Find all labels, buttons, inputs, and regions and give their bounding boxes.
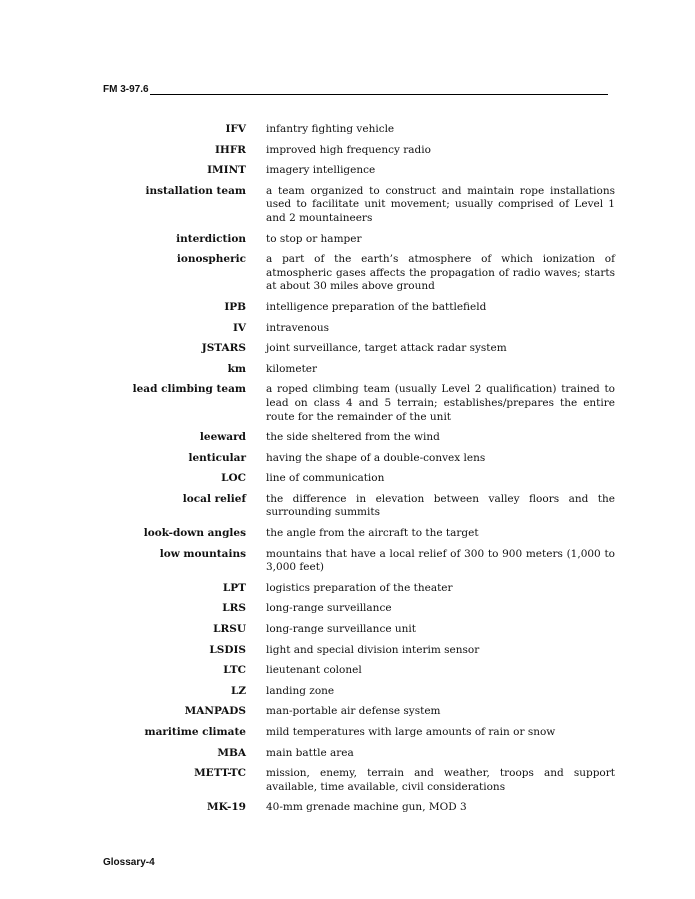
glossary-definition: the difference in elevation between valley floors and the surrounding summits [266, 492, 615, 519]
glossary-definition: joint surveillance, target attack radar system [266, 342, 507, 355]
glossary-entry [100, 123, 615, 137]
glossary-term: lead climbing team [132, 383, 246, 396]
glossary-term: MANPADS [184, 705, 246, 718]
glossary-definition: man-portable air defense system [266, 705, 441, 718]
glossary-entry [100, 602, 615, 616]
glossary-entry [100, 767, 615, 794]
glossary-term: LRS [222, 602, 246, 615]
glossary-definition: improved high frequency radio [266, 143, 431, 156]
glossary-term: look-down angles [143, 527, 246, 540]
glossary-definition: the angle from the aircraft to the target [266, 527, 479, 540]
glossary-list [100, 123, 615, 822]
glossary-entry [100, 801, 615, 815]
glossary-definition: mountains that have a local relief of 300 to 900 meters (1,000 to 3,000 feet) [266, 547, 615, 574]
glossary-term: JSTARS [201, 342, 246, 355]
glossary-entry [100, 253, 615, 294]
glossary-entry [100, 452, 615, 466]
glossary-definition: long-range surveillance unit [266, 623, 416, 636]
glossary-entry [100, 164, 615, 178]
glossary-term: leeward [199, 431, 246, 444]
glossary-term: interdiction [176, 232, 246, 245]
glossary-term: km [227, 362, 246, 375]
glossary-term: IPB [224, 300, 246, 313]
glossary-entry [100, 582, 615, 596]
glossary-term: IMINT [207, 164, 246, 177]
glossary-term: low mountains [159, 547, 246, 560]
glossary-definition: mild temperatures with large amounts of rain or snow [266, 726, 556, 738]
glossary-entry [100, 185, 615, 226]
glossary-entry [100, 342, 615, 356]
glossary-entry [100, 747, 615, 761]
header-rule [150, 85, 608, 95]
glossary-term: LTC [223, 664, 246, 677]
glossary-entry [100, 623, 615, 637]
glossary-definition: landing zone [266, 684, 335, 697]
glossary-entry [100, 493, 615, 520]
glossary-term: METT-TC [194, 767, 246, 780]
glossary-entry [100, 726, 615, 740]
glossary-term: IV [232, 321, 246, 334]
glossary-entry [100, 644, 615, 658]
glossary-entry [100, 363, 615, 377]
glossary-term: MBA [217, 746, 246, 759]
glossary-definition: logistics preparation of the theater [266, 581, 453, 594]
glossary-entry [100, 705, 615, 719]
glossary-term: IFV [225, 123, 246, 135]
glossary-definition: kilometer [266, 362, 318, 375]
page-header [103, 84, 608, 95]
glossary-definition: a part of the earth’s atmosphere of which ionization of atmospheric gases affects the propagation of radio waves; starts at about 30 miles above ground [266, 253, 615, 293]
glossary-term: LZ [230, 684, 246, 697]
glossary-term: LSDIS [209, 643, 246, 656]
glossary-definition: a team organized to construct and maintain rope installations used to facilitate unit movement; usually comprised of Level 1 and 2 mountaineers [266, 184, 615, 224]
glossary-definition: infantry fighting vehicle [266, 123, 395, 135]
glossary-term: LPT [222, 581, 246, 594]
glossary-term: LRSU [213, 623, 246, 636]
glossary-entry [100, 431, 615, 445]
glossary-definition: 40-mm grenade machine gun, MOD 3 [266, 801, 467, 814]
glossary-definition: having the shape of a double-convex lens [266, 451, 486, 464]
glossary-term: local relief [182, 492, 246, 505]
glossary-entry [100, 472, 615, 486]
glossary-entry [100, 664, 615, 678]
glossary-entry [100, 301, 615, 315]
glossary-entry [100, 548, 615, 575]
glossary-term: MK-19 [207, 801, 246, 814]
glossary-entry [100, 144, 615, 158]
glossary-entry [100, 233, 615, 247]
manual-code: FM 3-97.6 [103, 84, 149, 95]
glossary-definition: main battle area [266, 746, 354, 759]
glossary-term: installation team [145, 184, 246, 197]
glossary-term: maritime climate [144, 726, 246, 738]
glossary-term: IHFR [214, 143, 246, 156]
glossary-entry [100, 383, 615, 424]
page-number: Glossary-4 [103, 857, 155, 868]
glossary-definition: intravenous [266, 321, 329, 334]
glossary-definition: the side sheltered from the wind [266, 431, 440, 444]
glossary-entry [100, 322, 615, 336]
glossary-entry [100, 527, 615, 541]
glossary-definition: intelligence preparation of the battlefield [266, 300, 487, 313]
glossary-definition: lieutenant colonel [266, 664, 362, 677]
glossary-definition: long-range surveillance [266, 602, 392, 615]
glossary-definition: a roped climbing team (usually Level 2 qualification) trained to lead on class 4 and 5 terrain; establishes/prepares the entire route for the remainder of the unit [266, 383, 615, 423]
glossary-entry [100, 685, 615, 699]
glossary-term: ionospheric [176, 253, 246, 266]
glossary-term: lenticular [188, 451, 246, 464]
glossary-term: LOC [221, 472, 246, 485]
glossary-definition: light and special division interim sensor [266, 643, 480, 656]
glossary-definition: line of communication [266, 472, 385, 485]
glossary-definition: imagery intelligence [266, 164, 376, 177]
glossary-definition: to stop or hamper [266, 232, 362, 245]
glossary-definition: mission, enemy, terrain and weather, troops and support available, time available, civil considerations [266, 767, 615, 793]
